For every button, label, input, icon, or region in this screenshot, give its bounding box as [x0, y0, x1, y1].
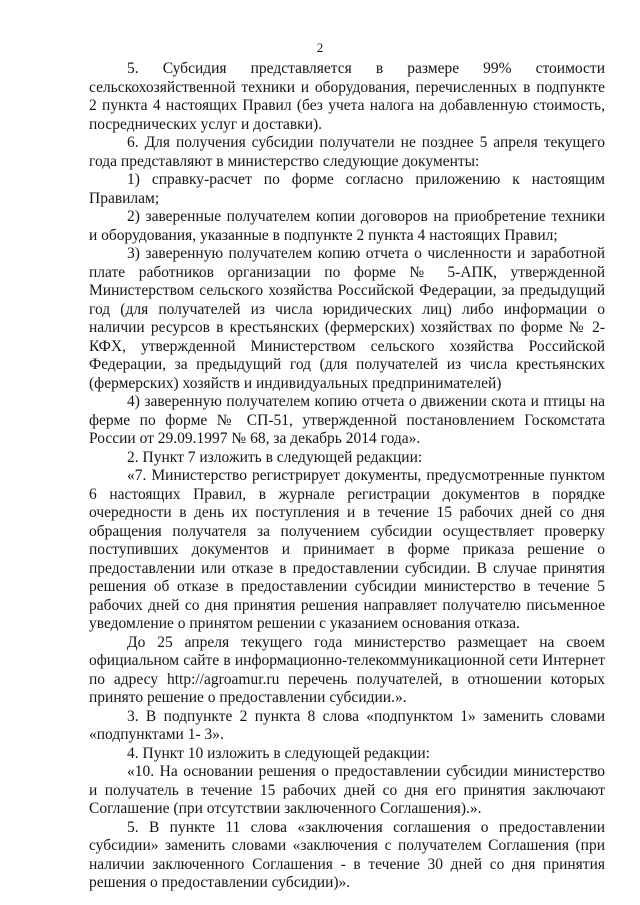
paragraph-clause-7: «7. Министерство регистрирует документы, предусмотренные пунктом 6 настоящих Правил, в журнале регистрации документов в порядке очередности в день их поступления и в течение 15 рабочих дней со дня обращения получателя за получением субсидии осуществляет проверку поступивших документов и принимает в форме приказа решение о предоставлении или отказе в предоставлении субсидии. В случае принятия решения об отказе в предоставлении субсидии министерство в течение 5 рабочих дней со дня принятия решения направляет получателю письменное уведомление о принятом решении с указанием основания отказа.: [89, 467, 605, 632]
paragraph-documents-deadline: 6. Для получения субсидии получатели не позднее 5 апреля текущего года представляют в министерство следующие документы:: [89, 134, 605, 170]
page-number: 2: [316, 40, 324, 55]
paragraph-item-3: 3) заверенную получателем копию отчета о численности и заработной плате работников организации по форме № 5-АПК, утвержденной Министерством сельского хозяйства Российской Федерации, за предыдущий год (для получателей из числа юридических лиц) либо информации о наличии ресурсов в крестьянских (фермерских) хозяйствах по форме № 2-КФХ, утвержденной Министерством сельского хозяйства Российской Федерации, за предыдущий год (для получателей из числа крестьянских (фермерских) хозяйств и индивидуальных предпринимателей): [89, 245, 605, 392]
paragraph-amendment-2: 2. Пункт 7 изложить в следующей редакции:: [127, 448, 423, 466]
paragraph-publication: До 25 апреля текущего года министерство размещает на своем официальном сайте в информационно-телекоммуникационной сети Интернет по адресу http://agroamur.ru перечень получателей, в отношении которых принято решение о предоставлении субсидии.».: [89, 633, 605, 706]
paragraph-item-2: 2) заверенные получателем копии договоров на приобретение техники и оборудования, указанные в подпункте 2 пункта 4 настоящих Правил;: [89, 208, 605, 244]
paragraph-item-1: 1) справку-расчет по форме согласно приложению к настоящим Правилам;: [89, 171, 605, 207]
paragraph-amendment-3: 3. В подпункте 2 пункта 8 слова «подпунктом 1» заменить словами «подпунктами 1- 3».: [89, 707, 605, 743]
paragraph-amendment-4: 4. Пункт 10 изложить в следующей редакции:: [127, 744, 430, 762]
paragraph-clause-10: «10. На основании решения о предоставлении субсидии министерство и получатель в течение 15 рабочих дней со дня его принятия заключают Соглашение (при отсутствии заключенного Соглашения).».: [89, 763, 605, 817]
paragraph-subsidy-amount: 5. Субсидия представляется в размере 99% стоимости сельскохозяйственной техники и оборудования, перечисленных в подпункте 2 пункта 4 настоящих Правил (без учета налога на добавленную стоимость, посреднических услуг и доставки).: [89, 60, 605, 133]
document-body: [89, 60, 605, 893]
paragraph-item-4: 4) заверенную получателем копию отчета о движении скота и птицы на ферме по форме № СП-51, утвержденной постановлением Госкомстата России от 29.09.1997 № 68, за декабрь 2014 года».: [89, 393, 605, 447]
paragraph-amendment-5: 5. В пункте 11 слова «заключения соглашения о предоставлении субсидии» заменить словами «заключения с получателем Соглашения (при наличии заключенного Соглашения - в течение 30 дней со дня принятия решения о предоставлении субсидии)».: [89, 818, 605, 891]
